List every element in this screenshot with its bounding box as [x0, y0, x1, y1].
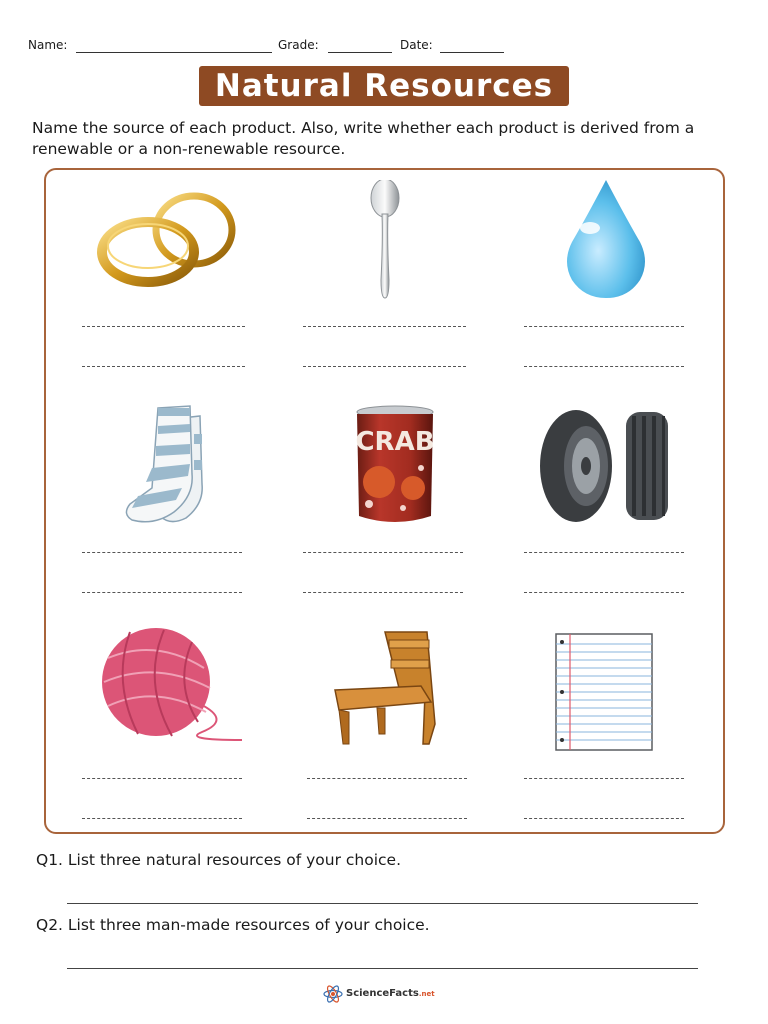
yarn-ball-icon — [82, 628, 282, 752]
answer-line-3b[interactable] — [524, 366, 684, 367]
item-wooden-chair — [303, 628, 503, 828]
item-socks — [82, 404, 282, 604]
answer-line-2b[interactable] — [303, 366, 466, 367]
grade-blank[interactable] — [328, 52, 392, 53]
page-title: Natural Resources — [199, 66, 569, 106]
item-notebook-paper — [524, 628, 724, 828]
student-info-row — [28, 38, 740, 58]
date-label: Date: — [400, 38, 433, 52]
grade-field[interactable] — [278, 38, 319, 52]
answer-line-9b[interactable] — [524, 818, 684, 819]
date-field[interactable] — [400, 38, 433, 52]
answer-line-6a[interactable] — [524, 552, 684, 553]
item-yarn-ball — [82, 628, 282, 828]
answer-line-8a[interactable] — [307, 778, 467, 779]
answer-line-1b[interactable] — [82, 366, 245, 367]
item-tires — [524, 404, 724, 604]
answer-line-7b[interactable] — [82, 818, 242, 819]
soda-can-icon — [303, 404, 503, 530]
item-water-drop — [524, 180, 724, 380]
answer-line-6b[interactable] — [524, 592, 684, 593]
sciencefacts-logo — [322, 984, 452, 1004]
name-field[interactable] — [28, 38, 67, 52]
question-2: Q2. List three man-made resources of your choice. — [36, 916, 430, 934]
answer-line-4a[interactable] — [82, 552, 242, 553]
answer-line-9a[interactable] — [524, 778, 684, 779]
grade-label: Grade: — [278, 38, 319, 52]
answer-line-1a[interactable] — [82, 326, 245, 327]
item-soda-can — [303, 404, 503, 604]
brand-tld: .net — [418, 990, 435, 998]
answer-line-2a[interactable] — [303, 326, 466, 327]
name-label: Name: — [28, 38, 68, 52]
gold-rings-icon — [82, 180, 282, 300]
answer-line-5a[interactable] — [303, 552, 463, 553]
brand-name: ScienceFacts — [346, 988, 419, 999]
tires-icon — [524, 404, 724, 528]
question-1: Q1. List three natural resources of your choice. — [36, 851, 402, 869]
answer-line-7a[interactable] — [82, 778, 242, 779]
answer-line-4b[interactable] — [82, 592, 242, 593]
socks-icon — [82, 404, 282, 528]
item-spoon — [303, 180, 503, 380]
instructions-text: Name the source of each product. Also, write whether each product is derived from a renewable or a non-renewable resource. — [32, 119, 695, 158]
water-drop-icon — [524, 180, 724, 300]
spoon-icon — [303, 180, 503, 300]
notebook-paper-icon — [524, 628, 724, 752]
answer-line-3a[interactable] — [524, 326, 684, 327]
item-gold-rings — [82, 180, 282, 380]
date-blank[interactable] — [440, 52, 504, 53]
answer-line-q2[interactable] — [67, 968, 698, 969]
answer-line-8b[interactable] — [307, 818, 467, 819]
answer-line-q1[interactable] — [67, 903, 698, 904]
answer-line-5b[interactable] — [303, 592, 463, 593]
wooden-chair-icon — [303, 628, 503, 752]
name-blank[interactable] — [76, 52, 272, 53]
atom-icon — [322, 984, 344, 1004]
soda-can-label: CRAB — [355, 427, 435, 457]
